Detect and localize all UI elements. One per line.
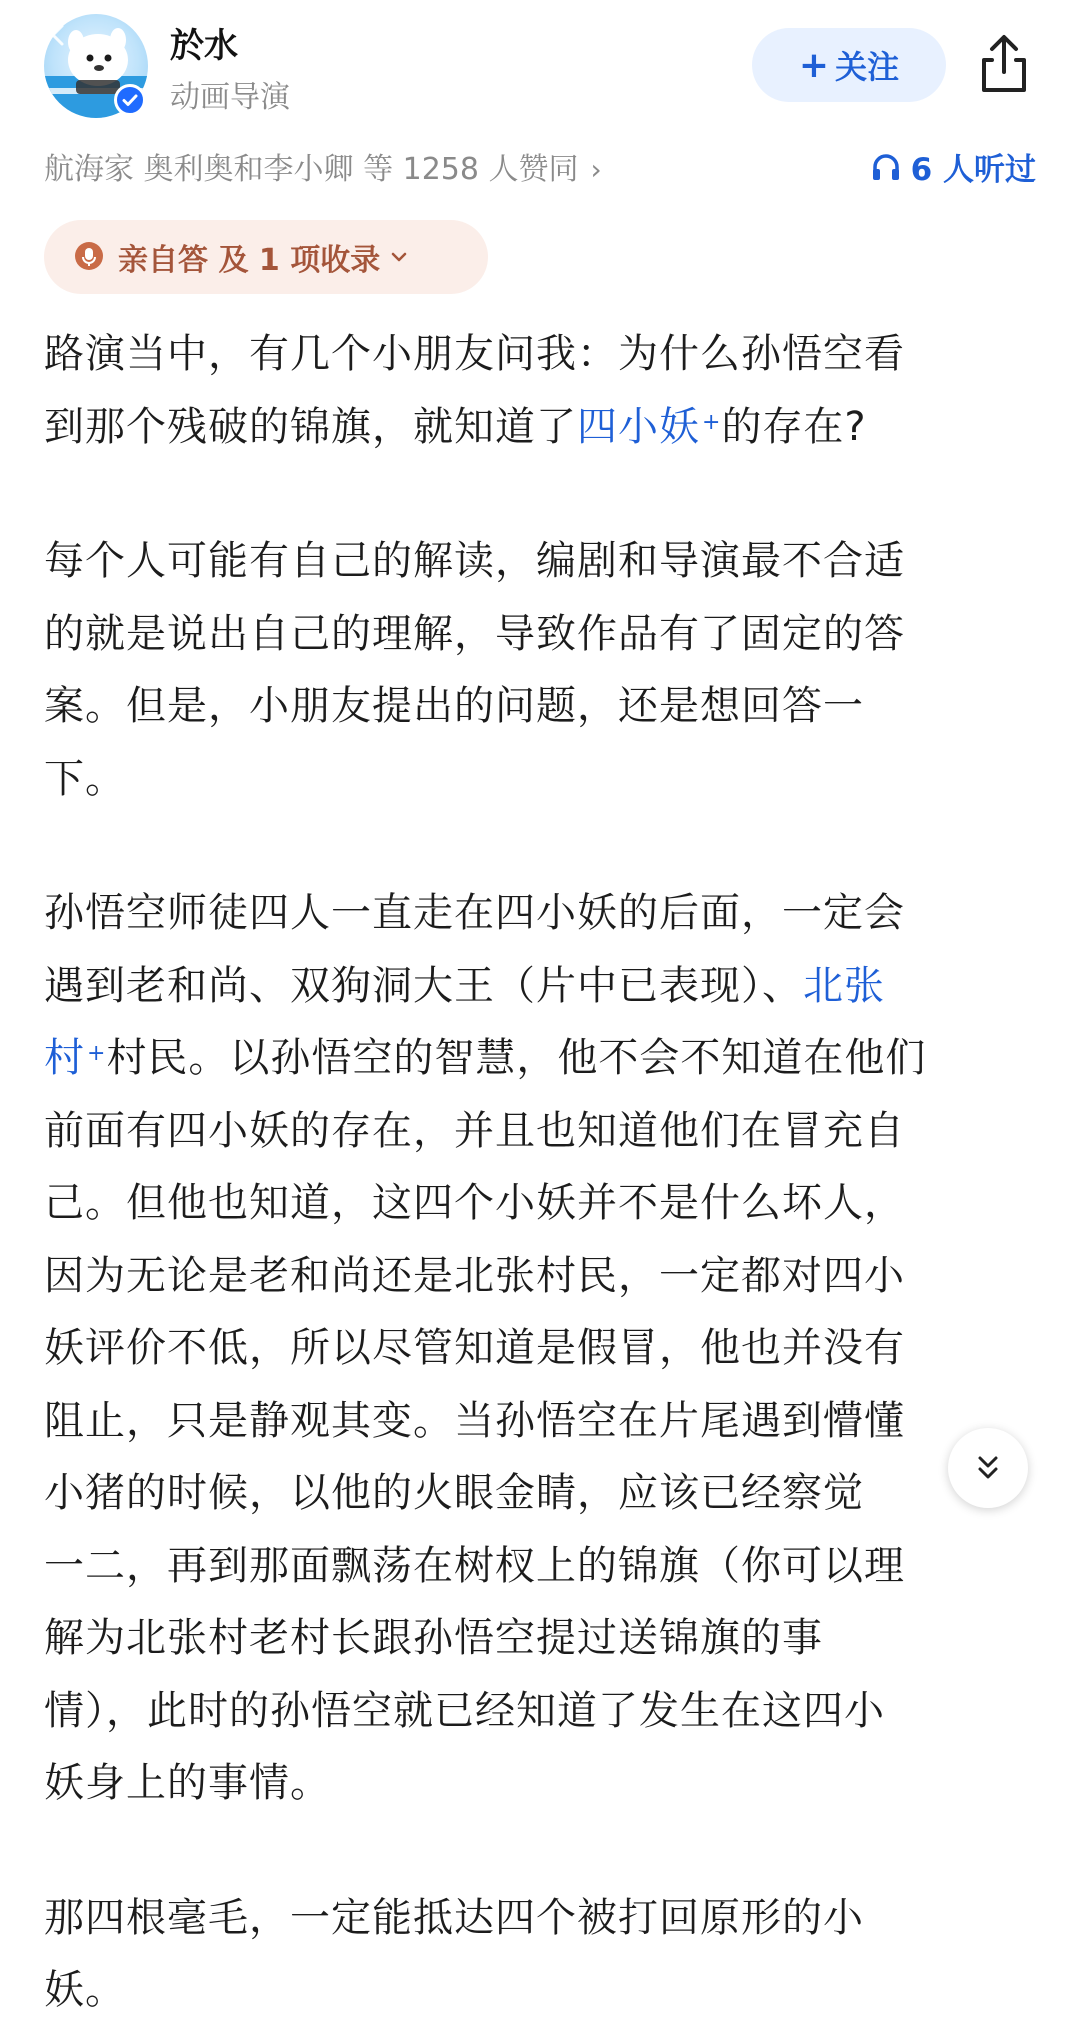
text-line: 那四根毫毛，一定能抵达四个被打回原形的小 (44, 1894, 864, 1941)
text-line: 阻止，只是静观其变。当孙悟空在片尾遇到懵懂 (44, 1397, 905, 1444)
text-line: 情），此时的孙悟空就已经知道了发生在这四小 (44, 1687, 885, 1734)
paragraph-2 (44, 525, 1040, 815)
text-line: 孙悟空师徒四人一直走在四小妖的后面，一定会 (44, 890, 905, 936)
paragraph-1 (44, 318, 1040, 463)
double-chevron-down-icon (971, 1451, 1005, 1485)
listen-count[interactable] (871, 144, 1036, 189)
text-line: 解为北张村老村长跟孙悟空提过送锦旗的事 (44, 1615, 823, 1661)
text-line: 路演当中，有几个小朋友问我：为什么孙悟空看 (44, 331, 905, 377)
answer-header (0, 0, 1080, 135)
follow-button-label: 关注 (835, 48, 900, 86)
follow-plus-icon: + (798, 44, 830, 86)
text-segment: 村民。以孙悟空的智慧，他不会不知道在他们 (106, 1035, 927, 1081)
link-marker: + (87, 1041, 107, 1066)
text-line (44, 1022, 1040, 1095)
text-line: 案。但是，小朋友提出的问题，还是想回答一 (44, 683, 864, 729)
link-four-little-demons[interactable] (577, 404, 721, 450)
chevron-right-icon: › (590, 153, 602, 186)
share-icon (974, 32, 1034, 96)
text-segment: 到那个残破的锦旗，就知道了 (44, 403, 577, 450)
verified-badge-icon (114, 84, 146, 116)
link-text: 四小妖 (577, 403, 700, 450)
upvote-summary-text: 航海家 奥利奥和李小卿 等 1258 人赞同 (44, 152, 579, 187)
link-beizhang-village-cont[interactable] (44, 1035, 106, 1081)
follow-button[interactable] (752, 28, 946, 102)
answer-content (44, 318, 1040, 2027)
author-name[interactable]: 於水 (170, 26, 238, 66)
text-line (44, 391, 1040, 464)
meta-row (44, 140, 1040, 188)
upvote-summary[interactable] (44, 144, 602, 188)
listen-count-text: 6 人听过 (910, 152, 1036, 188)
text-line: 妖评价不低，所以尽管知道是假冒，他也并没有 (44, 1325, 905, 1371)
link-marker: + (702, 409, 722, 435)
text-line: 己。但他也知道，这四个小妖并不是什么坏人， (44, 1180, 905, 1226)
share-button[interactable] (974, 32, 1034, 96)
text-line (44, 950, 1040, 1023)
text-line: 妖。 (44, 1967, 126, 2013)
close-icon[interactable] (38, 20, 68, 50)
text-line: 小猪的时候，以他的火眼金睛，应该已经察觉 (44, 1470, 864, 1516)
collection-tag-label: 亲自答 及 1 项收录 (118, 243, 381, 278)
text-line: 下。 (44, 755, 126, 802)
text-line: 妖身上的事情。 (44, 1760, 331, 1806)
text-line: 因为无论是老和尚还是北张村民，一定都对四小 (44, 1252, 905, 1299)
text-line: 前面有四小妖的存在，并且也知道他们在冒充自 (44, 1107, 905, 1154)
paragraph-4 (44, 1882, 1040, 2027)
scroll-down-button[interactable] (948, 1428, 1028, 1508)
collection-tag[interactable] (44, 220, 488, 294)
text-segment: 的存在? (721, 403, 867, 450)
text-line: 的就是说出自己的理解，导致作品有了固定的答 (44, 610, 905, 657)
chevron-down-icon (388, 246, 410, 268)
microphone-icon (74, 241, 104, 273)
text-line: 一二，再到那面飘荡在树杈上的锦旗（你可以理 (44, 1542, 905, 1589)
link-beizhang-village[interactable]: 北张 (803, 962, 885, 1009)
page-indicator: 2/7 (505, 18, 554, 53)
paragraph-3 (44, 877, 1040, 1820)
author-title: 动画导演 (170, 80, 290, 115)
text-segment: 遇到老和尚、双狗洞大王（片中已表现）、 (44, 962, 803, 1009)
link-text: 村 (44, 1035, 85, 1081)
text-line: 每个人可能有自己的解读，编剧和导演最不合适 (44, 538, 905, 584)
headphones-icon (871, 152, 901, 182)
